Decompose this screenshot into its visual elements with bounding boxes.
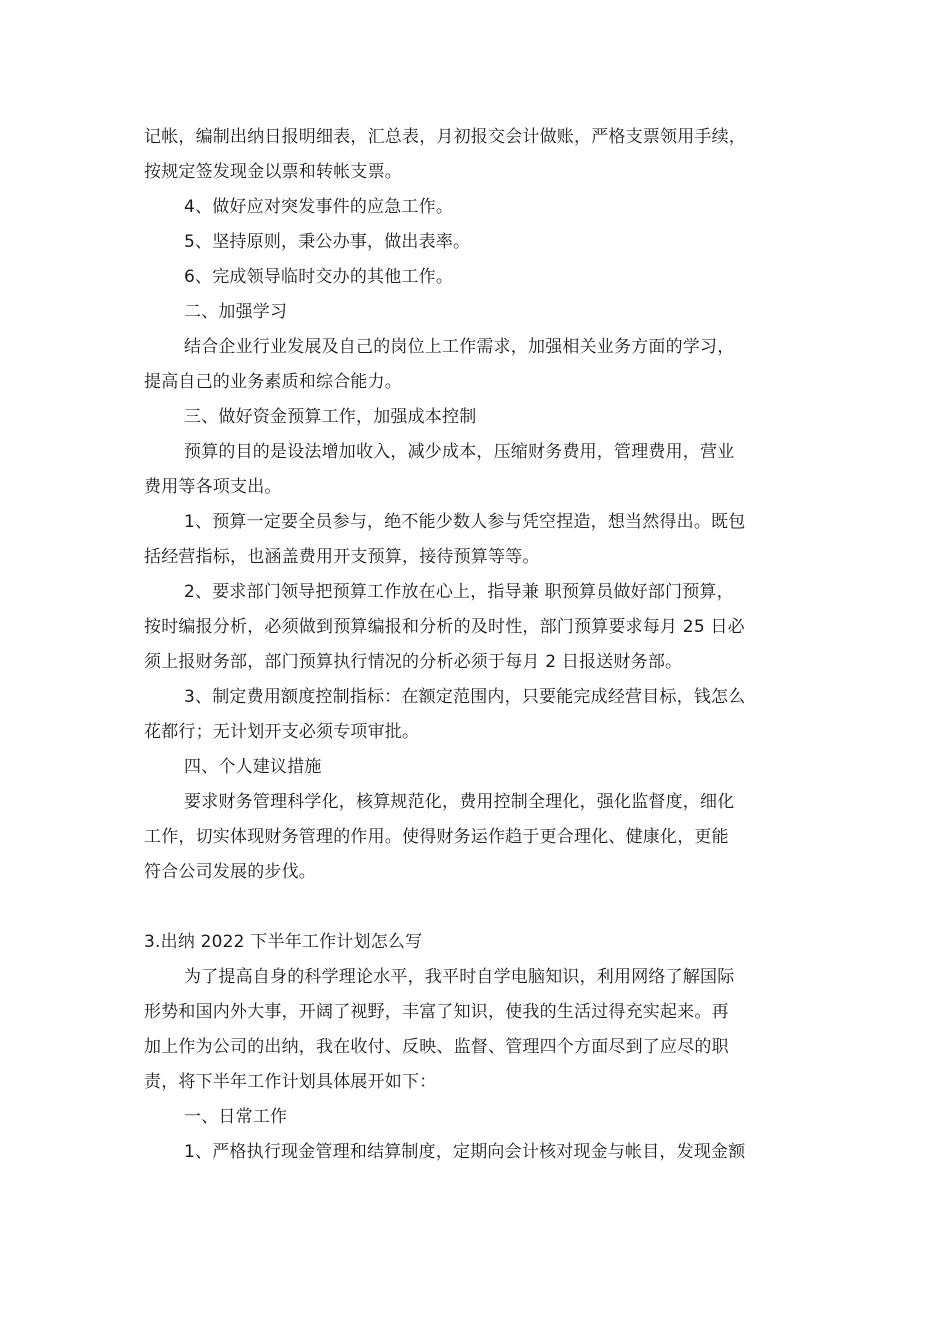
paragraph-line: 加上作为公司的出纳，我在收付、反映、监督、管理四个方面尽到了应尽的职 — [144, 1037, 729, 1057]
list-item: 1、严格执行现金管理和结算制度，定期向会计核对现金与帐目，发现金额 — [184, 1142, 746, 1162]
list-item: 3、制定费用额度控制指标：在额定范围内，只要能完成经营目标，钱怎么 — [184, 687, 746, 707]
paragraph-line: 须上报财务部，部门预算执行情况的分析必须于每月 2 日报送财务部。 — [144, 652, 683, 672]
document-body — [144, 120, 834, 1170]
paragraph-line: 符合公司发展的步伐。 — [144, 862, 316, 882]
paragraph-line: 提高自己的业务素质和综合能力。 — [144, 372, 402, 392]
section-heading: 四、个人建议措施 — [184, 757, 322, 777]
paragraph-line: 花都行；无计划开支必须专项审批。 — [144, 722, 420, 742]
blank-line — [144, 890, 834, 925]
paragraph-line: 费用等各项支出。 — [144, 477, 282, 497]
section-heading: 一、日常工作 — [184, 1107, 288, 1127]
paragraph-line: 工作，切实体现财务管理的作用。使得财务运作趋于更合理化、健康化，更能 — [144, 827, 729, 847]
paragraph-line: 结合企业行业发展及自己的岗位上工作需求，加强相关业务方面的学习， — [184, 337, 735, 357]
article-title: 3.出纳 2022 下半年工作计划怎么写 — [144, 932, 423, 952]
section-heading: 二、加强学习 — [184, 302, 288, 322]
list-item: 2、要求部门领导把预算工作放在心上，指导兼 职预算员做好部门预算， — [184, 582, 734, 602]
paragraph-line: 按规定签发现金以票和转帐支票。 — [144, 162, 402, 182]
list-item: 1、预算一定要全员参与，绝不能少数人参与凭空捏造，想当然得出。既包 — [184, 512, 746, 532]
paragraph-line: 按时编报分析，必须做到预算编报和分析的及时性，部门预算要求每月 25 日必 — [144, 617, 745, 637]
list-item: 4、做好应对突发事件的应急工作。 — [184, 197, 454, 217]
list-item: 6、完成领导临时交办的其他工作。 — [184, 267, 454, 287]
section-heading: 三、做好资金预算工作，加强成本控制 — [184, 407, 477, 427]
paragraph-line: 要求财务管理科学化，核算规范化，费用控制全理化，强化监督度，细化 — [184, 792, 735, 812]
paragraph-line: 括经营指标，也涵盖费用开支预算，接待预算等等。 — [144, 547, 540, 567]
paragraph-line: 形势和国内外大事，开阔了视野，丰富了知识，使我的生活过得充实起来。再 — [144, 1002, 729, 1022]
paragraph-line: 预算的目的是设法增加收入，减少成本，压缩财务费用，管理费用，营业 — [184, 442, 735, 462]
paragraph-line: 为了提高自身的科学理论水平，我平时自学电脑知识，利用网络了解国际 — [184, 967, 735, 987]
paragraph-line: 责，将下半年工作计划具体展开如下： — [144, 1072, 437, 1092]
paragraph-line: 记帐，编制出纳日报明细表，汇总表，月初报交会计做账，严格支票领用手续， — [144, 127, 746, 147]
list-item: 5、坚持原则，秉公办事，做出表率。 — [184, 232, 471, 252]
